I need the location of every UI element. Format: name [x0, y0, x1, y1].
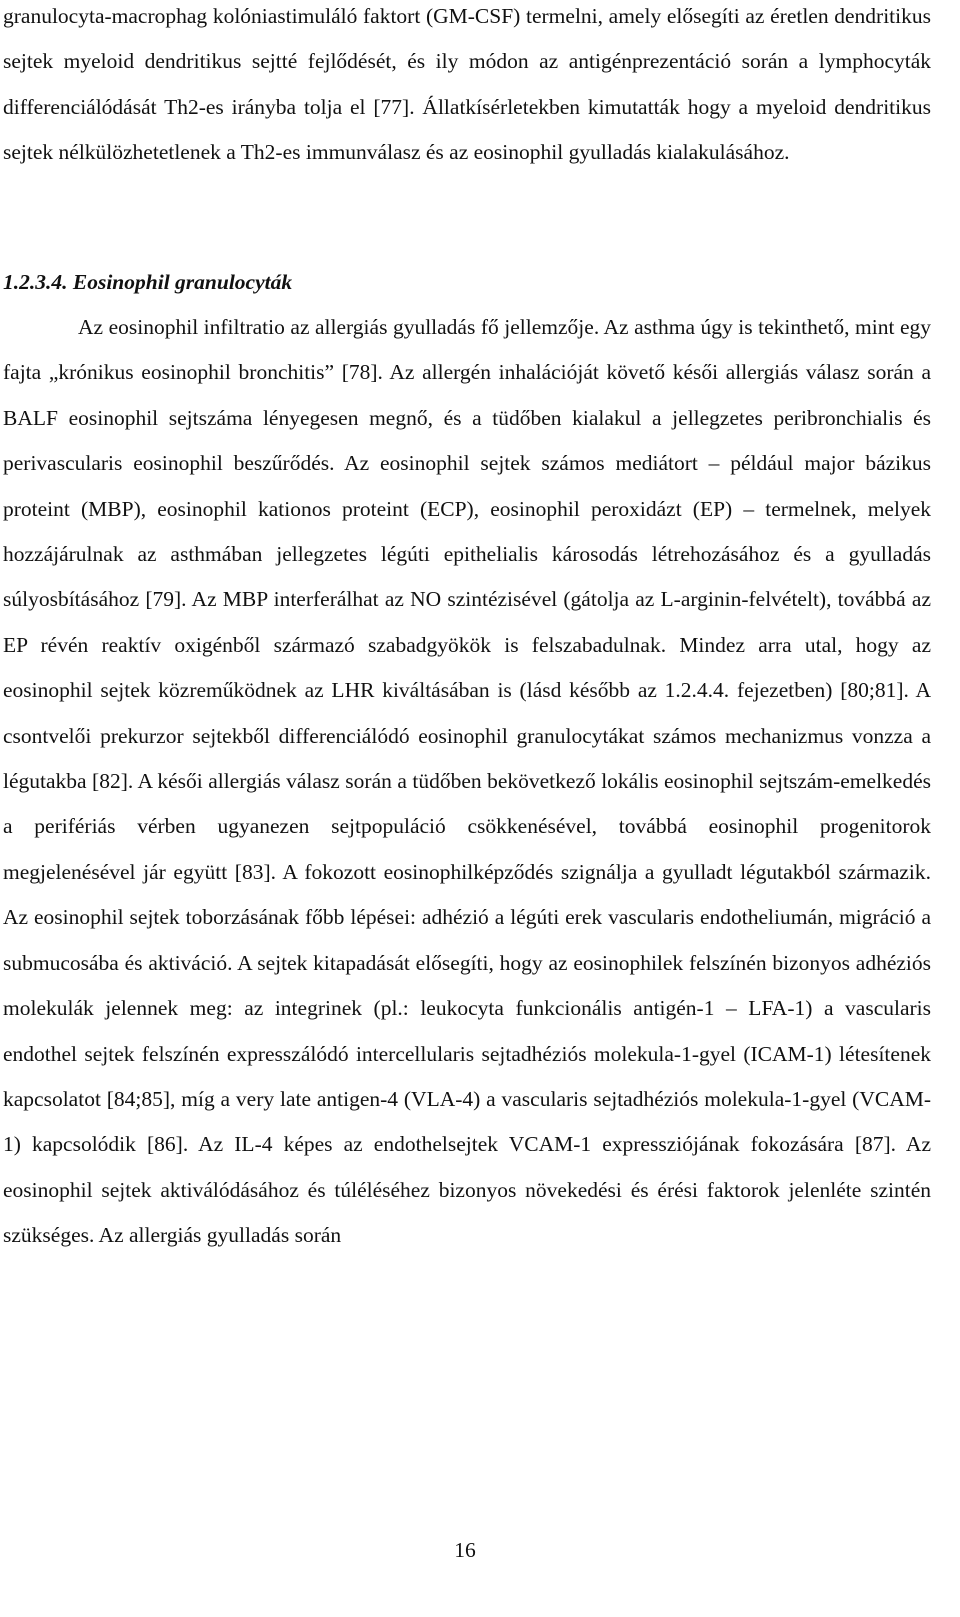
body-paragraph-2: Az eosinophil infiltratio az allergiás gyulladás fő jellemzője. Az asthma úgy is tekinthető, mint egy fajta „krónikus eosinophil bronchitis” [78]. Az allergén inhalációját követő késői allergiás válasz során a BALF eosinophil sejtszáma lényegesen megnő, és a tüdőben kialakul a jellegzetes peribronchialis és perivascularis eosinophil beszűrődés. Az eosinophil sejtek számos mediátort – például major bázikus proteint (MBP), eosinophil kationos proteint (ECP), eosinophil peroxidázt (EP) – termelnek, melyek hozzájárulnak az asthmában jellegzetes légúti epithelialis károsodás létrehozásához és a gyulladás súlyosbításához [79]. Az MBP interferálhat az NO szintézisével (gátolja az L-arginin-felvételt), továbbá az EP révén reaktív oxigénből származó szabadgyökök is felszabadulnak. Mindez arra utal, hogy az eosinophil sejtek közreműködnek az LHR kiváltásában is (lásd később az 1.2.4.4. fejezetben) [80;81]. A csontvelői prekurzor sejtekből differenciálódó eosinophil granulocytákat számos mechanizmus vonzza a légutakba [82]. A késői allergiás válasz során a tüdőben bekövetkező lokális eosinophil sejtszám-emelkedés a perifériás vérben ugyanezen sejtpopuláció csökkenésével, továbbá eosinophil progenitorok megjelenésével jár együtt [83]. A fokozott eosinophilképződés szignálja a gyulladt légutakból származik. Az eosinophil sejtek toborzásának főbb lépései: adhézió a légúti erek vascularis endotheliumán, migráció a submucosába és aktiváció. A sejtek kitapadását elősegíti, hogy az eosinophilek felszínén bizonyos adhéziós molekulák jelennek meg: az integrinek (pl.: leukocyta funkcionális antigén-1 – LFA-1) a vascularis endothel sejtek felszínén expresszálódó intercellularis sejtadhéziós molekula-1-gyel (ICAM-1) létesítenek kapcsolatot [84;85], míg a very late antigen-4 (VLA-4) a vascularis sejtadhéziós molekula-1-gyel (VCAM-1) kapcsolódik [86]. Az IL-4 képes az endothelsejtek VCAM-1 expressziójának fokozására [87]. Az eosinophil sejtek aktiválódásához és túléléséhez bizonyos növekedési és érési faktorok jelenléte szintén szükséges. Az allergiás gyulladás során — [3, 315, 931, 1248]
body-paragraph-1: granulocyta-macrophag kolóniastimuláló faktort (GM-CSF) termelni, amely elősegíti az éretlen dendritikus sejtek myeloid dendritikus sejtté fejlődését, és ily módon az antigénprezentáció során a lymphocyták differenciálódását Th2-es irányba tolja el [77]. Állatkísérletekben kimutatták hogy a myeloid dendritikus sejtek nélkülözhetetlenek a Th2-es immunválasz és az eosinophil gyulladás kialakulásához. — [3, 4, 931, 165]
section-heading: 1.2.3.4. Eosinophil granulocyták — [3, 270, 293, 294]
page-number: 16 — [454, 1538, 476, 1562]
